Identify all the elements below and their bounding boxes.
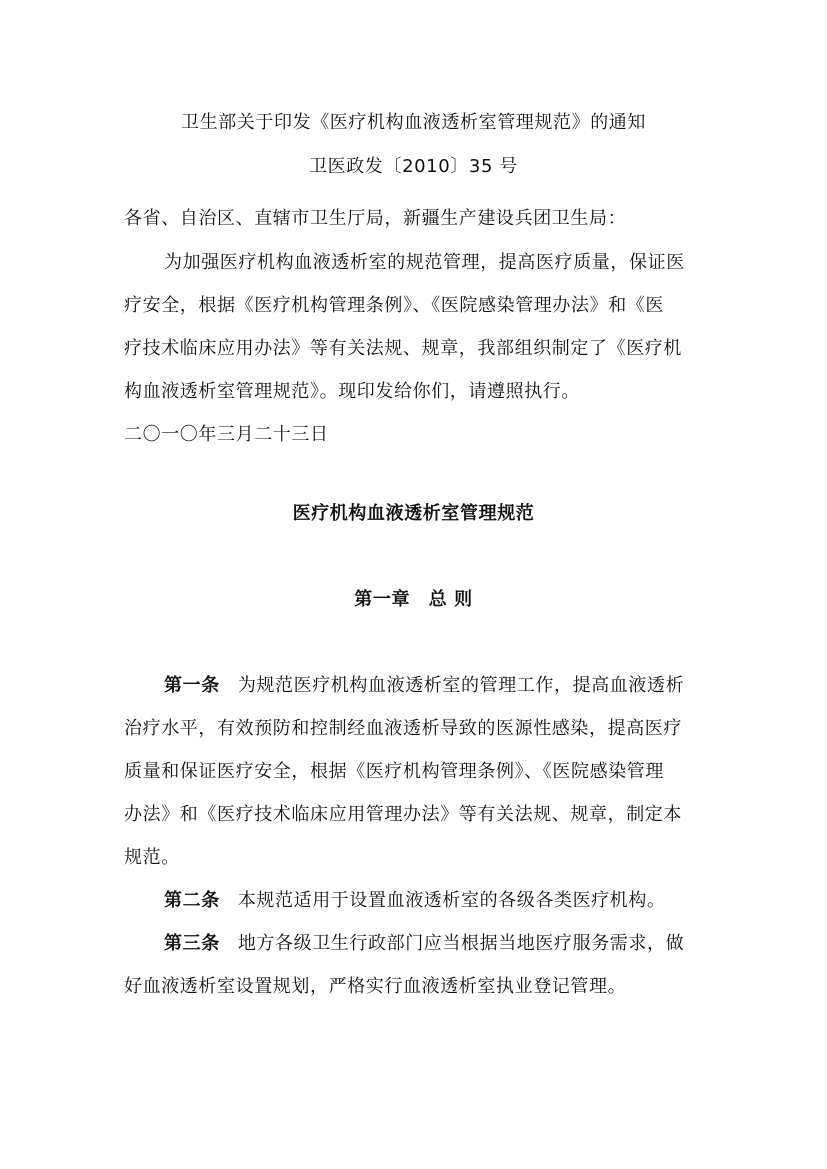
notice-date: 二〇一〇年三月二十三日	[124, 424, 329, 445]
article-1-line	[164, 671, 684, 697]
article-1-line: 规范。	[124, 847, 180, 868]
article-3-line	[164, 929, 684, 955]
notice-body-line: 疗技术临床应用办法》等有关法规、规章，我部组织制定了《医疗机	[124, 338, 682, 359]
article-2-line	[164, 886, 666, 912]
notice-doc-number: 卫医政发〔2010〕35 号	[309, 156, 518, 177]
chapter-title: 第一章 总 则	[354, 589, 473, 610]
article-3-text: 地方各级卫生行政部门应当根据当地医疗服务需求，做	[237, 933, 685, 954]
article-3-line: 好血液透析室设置规划，严格实行血液透析室执业登记管理。	[124, 976, 627, 997]
article-1-line: 办法》和《医疗技术临床应用管理办法》等有关法规、规章，制定本	[124, 804, 682, 825]
article-2-label: 第二条	[164, 890, 220, 911]
article-2-text: 本规范适用于设置血液透析室的各级各类医疗机构。	[237, 890, 666, 911]
notice-body-line: 疗安全，根据《医疗机构管理条例》、《医院感染管理办法》和《医	[124, 295, 664, 316]
regulation-title: 医疗机构血液透析室管理规范	[292, 503, 535, 524]
article-1-text: 为规范医疗机构血液透析室的管理工作，提高血液透析	[237, 675, 685, 696]
article-1-line: 治疗水平，有效预防和控制经血液透析导致的医源性感染，提高医疗	[124, 718, 682, 739]
article-1-label: 第一条	[164, 675, 220, 696]
notice-title: 卫生部关于印发《医疗机构血液透析室管理规范》的通知	[181, 112, 646, 133]
notice-body-line: 为加强医疗机构血液透析室的规范管理，提高医疗质量，保证医	[164, 252, 685, 273]
article-1-line: 质量和保证医疗安全，根据《医疗机构管理条例》、《医院感染管理	[124, 761, 664, 782]
notice-addressee: 各省、自治区、直辖市卫生厅局，新疆生产建设兵团卫生局：	[124, 208, 627, 229]
article-3-label: 第三条	[164, 933, 220, 954]
notice-body-line: 构血液透析室管理规范》。现印发给你们，请遵照执行。	[124, 381, 580, 402]
